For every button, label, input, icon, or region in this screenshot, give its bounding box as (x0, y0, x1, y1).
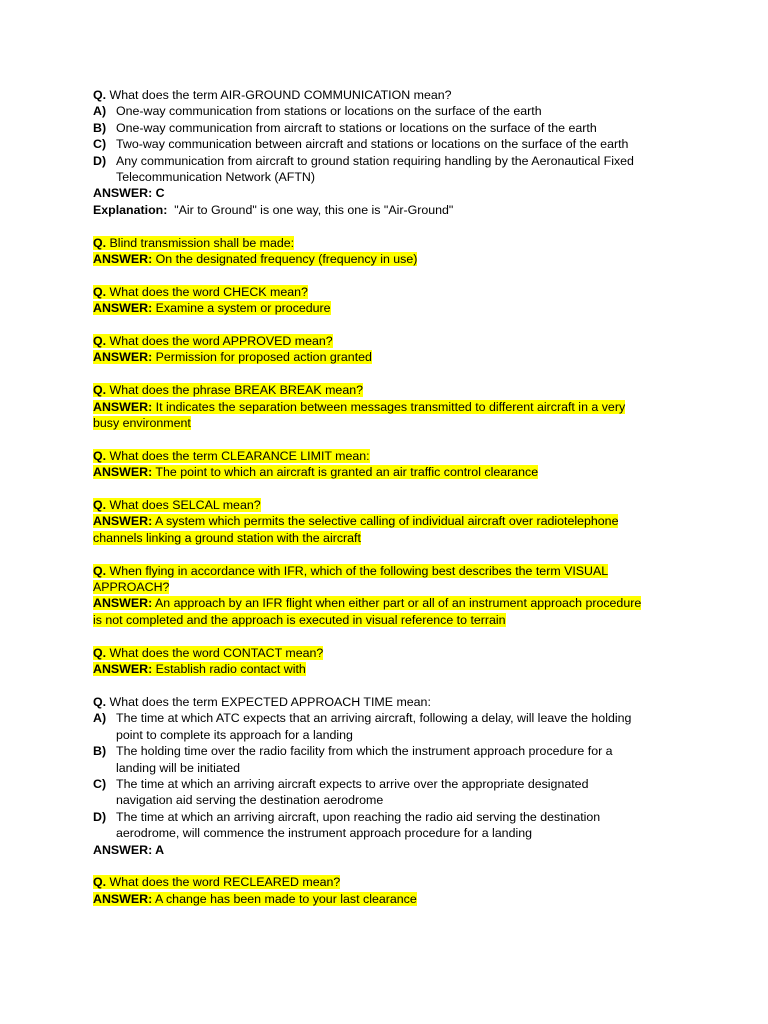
question-line (93, 563, 683, 579)
option-text-line: The holding time over the radio facility from which the instrument approach procedure for a (116, 744, 613, 759)
question-text: When flying in accordance with IFR, which of the following best describes the term VISUAL (109, 563, 609, 578)
option-b (93, 743, 683, 776)
question-label: Q. (93, 383, 107, 398)
question-text: Blind transmission shall be made: (109, 235, 295, 250)
question-text: What does the term EXPECTED APPROACH TIME mean: (109, 694, 431, 709)
option-letter: D) (93, 809, 107, 824)
question-block-recleared (93, 874, 683, 907)
question-text: What does the word CONTACT mean? (109, 645, 324, 660)
answer-label: ANSWER: (93, 891, 153, 906)
option-c (93, 136, 683, 152)
option-text-line: One-way communication from aircraft to stations or locations on the surface of the earth (116, 120, 597, 135)
question-block-check (93, 284, 683, 317)
answer-line (93, 891, 683, 907)
answer-text: A change has been made to your last clearance (154, 891, 417, 906)
explanation-line (93, 202, 683, 218)
option-text-line: One-way communication from stations or locations on the surface of the earth (116, 104, 542, 119)
answer-label: ANSWER: (93, 662, 153, 677)
option-text-line: Any communication from aircraft to ground station requiring handling by the Aeronautical Fixed (116, 153, 634, 168)
question-line (93, 235, 683, 251)
question-block-contact (93, 645, 683, 678)
answer-line (93, 300, 683, 316)
option-text (116, 120, 683, 136)
question-block-selcal (93, 497, 683, 546)
answer-line (93, 399, 683, 415)
question-label: Q. (93, 334, 107, 349)
question-block-clearance-limit (93, 448, 683, 481)
answer-line (93, 349, 683, 365)
answer-label: ANSWER: (93, 350, 153, 365)
answer-line (93, 513, 683, 529)
answer-label: ANSWER: (93, 465, 153, 480)
option-text (116, 710, 683, 743)
question-line (93, 284, 683, 300)
option-a (93, 103, 683, 119)
option-text-line: landing will be initiated (116, 760, 240, 775)
question-label: Q. (93, 498, 107, 513)
question-line (93, 333, 683, 349)
option-letter: B) (93, 120, 107, 135)
question-text: What does the term CLEARANCE LIMIT mean: (109, 448, 370, 463)
answer-line: ANSWER: A (93, 842, 165, 857)
answer-label: ANSWER: (93, 596, 153, 611)
option-text-line: The time at which an arriving aircraft expects to arrive over the appropriate designated (116, 776, 589, 791)
answer-text: busy environment (93, 416, 191, 431)
option-text (116, 776, 683, 809)
question-block-approved (93, 333, 683, 366)
question-text: What does the word APPROVED mean? (109, 334, 333, 349)
question-label: Q. (93, 875, 107, 890)
answer-line (93, 251, 683, 267)
answer-text: A system which permits the selective calling of individual aircraft over radiotelephone (154, 514, 619, 529)
answer-text: Examine a system or procedure (155, 301, 331, 316)
answer-label: ANSWER: (93, 301, 153, 316)
option-c (93, 776, 683, 809)
question-label: Q. (93, 235, 107, 250)
option-text-line: The time at which ATC expects that an arriving aircraft, following a delay, will leave the holding (116, 711, 632, 726)
option-text-line: navigation aid serving the destination aerodrome (116, 793, 384, 808)
question-text: APPROACH? (93, 580, 170, 595)
option-text-line: Two-way communication between aircraft and stations or locations on the surface of the earth (116, 137, 629, 152)
option-text (116, 103, 683, 119)
question-block-air-ground (93, 87, 683, 218)
answer-line (93, 595, 683, 611)
option-text (116, 136, 683, 152)
option-letter: D) (93, 153, 107, 168)
question-continuation (93, 579, 683, 595)
question-line (93, 497, 683, 513)
option-letter: A) (93, 104, 107, 119)
question-block-expected-approach-time (93, 694, 683, 858)
question-line (93, 645, 683, 661)
answer-continuation (93, 612, 683, 628)
answer-line: ANSWER: C (93, 186, 165, 201)
option-letter: B) (93, 744, 107, 759)
option-a (93, 710, 683, 743)
option-d (93, 153, 683, 186)
answer-continuation (93, 415, 683, 431)
question-label: Q. (93, 88, 107, 102)
answer-text: On the designated frequency (frequency in use) (155, 252, 418, 267)
question-line (93, 874, 683, 890)
answer-line (93, 464, 683, 480)
answer-text: Permission for proposed action granted (155, 350, 372, 365)
explanation-label: Explanation: (93, 202, 168, 217)
answer-text: is not completed and the approach is executed in visual reference to terrain (93, 612, 506, 627)
option-text (116, 743, 683, 776)
question-label: Q. (93, 563, 107, 578)
answer-label: ANSWER: (93, 399, 153, 414)
option-text-line: point to complete its approach for a landing (116, 727, 353, 742)
option-letter: A) (93, 711, 107, 726)
option-b (93, 120, 683, 136)
question-label: Q. (93, 448, 107, 463)
question-block-visual-approach (93, 563, 683, 629)
question-line (93, 382, 683, 398)
option-d (93, 809, 683, 842)
question-line (93, 694, 683, 710)
answer-text: Establish radio contact with (155, 662, 306, 677)
question-line (93, 87, 683, 103)
option-text-line: aerodrome, will commence the instrument approach procedure for a landing (116, 826, 532, 841)
document-page (93, 87, 683, 924)
option-text (116, 809, 683, 842)
answer-text: The point to which an aircraft is granted an air traffic control clearance (155, 465, 539, 480)
option-text-line: The time at which an arriving aircraft, upon reaching the radio aid serving the destination (116, 809, 601, 824)
question-text: What does the word CHECK mean? (109, 284, 308, 299)
option-letter: C) (93, 776, 107, 791)
answer-line (93, 661, 683, 677)
explanation-text: "Air to Ground" is one way, this one is "Air-Ground" (170, 202, 454, 217)
question-block-blind-transmission (93, 235, 683, 268)
answer-label: ANSWER: (93, 252, 153, 267)
question-block-break-break (93, 382, 683, 431)
option-text-line: Telecommunication Network (AFTN) (116, 170, 315, 185)
answer-label: ANSWER: (93, 514, 153, 529)
question-text: What does the term AIR-GROUND COMMUNICATION mean? (109, 88, 452, 102)
question-line (93, 448, 683, 464)
question-label: Q. (93, 645, 107, 660)
answer-text: It indicates the separation between messages transmitted to different aircraft in a very (155, 399, 626, 414)
answer-continuation (93, 530, 683, 546)
question-label: Q. (93, 694, 107, 709)
question-text: What does the word RECLEARED mean? (109, 875, 341, 890)
answer-text: channels linking a ground station with the aircraft (93, 530, 361, 545)
question-text: What does SELCAL mean? (109, 498, 261, 513)
question-text: What does the phrase BREAK BREAK mean? (109, 383, 363, 398)
option-letter: C) (93, 137, 107, 152)
question-label: Q. (93, 284, 107, 299)
answer-text: An approach by an IFR flight when either part or all of an instrument approach procedure (154, 596, 642, 611)
option-text (116, 153, 683, 186)
